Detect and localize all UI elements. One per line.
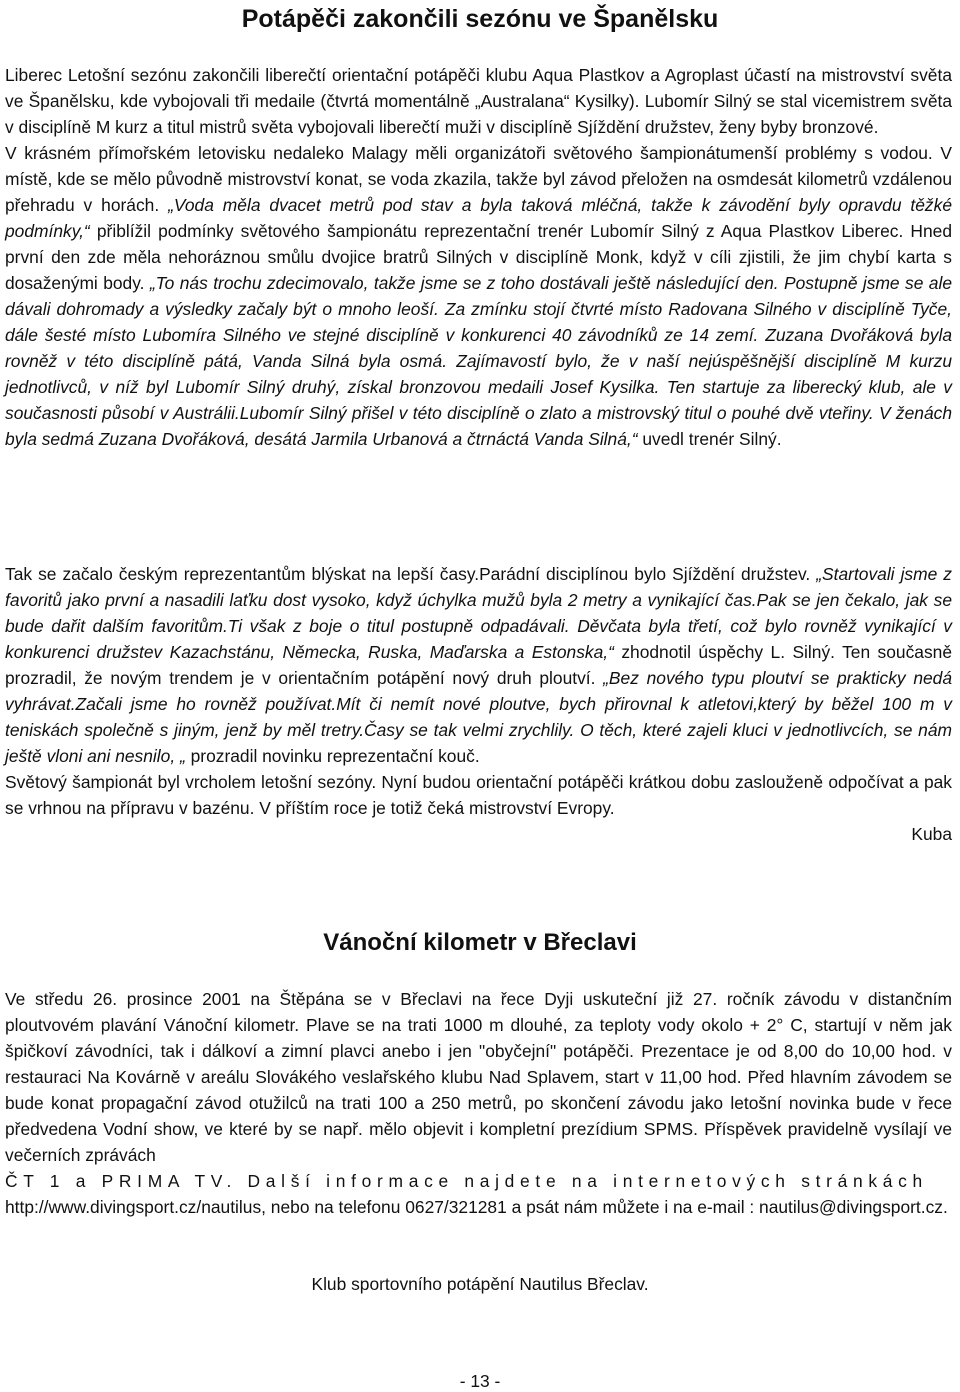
article-body <box>5 62 952 452</box>
text-run: ČT 1 a PRIMA TV. Další informace najdete na internetových stránkách <box>5 1171 928 1191</box>
text-run: Ve středu 26. prosince 2001 na Štěpána se v Břeclavi na řece Dyji uskuteční již 27. ročník závodu v distančním ploutvovém plavání Vánoční kilometr. Plave se na trati 1000 m dlouhé, za teploty vody okolo + 2° C, startují v něm jak špičkoví závodníci, tak i dálkoví a zimní plavci anebo i jen "obyčejní" potápěči. Prezentace je od 8,00 do 10,00 hod. v restauraci Na Kovárně v areálu Slovákého veslařského klubu Nad Splavem, start v 11,00 hod. Před hlavním závodem se bude konat propagační závod otužilců na trati 100 a 250 metrů, po skončení závodu jako letošní novinka bude v řece předvedena Vodní show, ve které by se např. mělo objevit i kompletní prezídium SPMS. Příspěvek pravidelně vysílají ve večerních zprávách <box>5 989 952 1165</box>
article-title: Vánoční kilometr v Břeclavi <box>323 929 637 956</box>
article-body <box>5 986 952 1220</box>
club-signature: Klub sportovního potápění Nautilus Břeclav. <box>311 1274 649 1294</box>
text-run: zhodnotil úspěchy L. Silný. Ten současně prozradil, že novým trendem je v orientačním potápění nový druh ploutví. <box>5 642 952 688</box>
article-body-continued <box>5 561 952 847</box>
paragraph <box>5 561 952 769</box>
author-signature: Kuba <box>911 824 952 844</box>
text-run: Tak se začalo českým reprezentantům blýskat na lepší časy.Parádní disciplínou bylo Sjíždění družstev. <box>5 564 817 584</box>
page-number: - 13 - <box>459 1371 501 1391</box>
quote-text: „Voda měla dvacet metrů pod stav a byla taková mléčná, takže k závodění byly opravdu těžké podmínky,“ <box>5 195 952 241</box>
paragraph <box>5 986 952 1220</box>
text-run: http://www.divingsport.cz/nautilus, nebo na telefonu 0627/321281 a psát nám můžete i na e-mail : nautilus@divingsport.cz. <box>5 1197 948 1217</box>
paragraph: Světový šampionát byl vrcholem letošní sezóny. Nyní budou orientační potápěči krátkou dobu zaslouženě odpočívat a pak se vrhnou na přípravu v bazénu. V příštím roce je totiž čeká mistrovství Evropy. <box>5 772 952 818</box>
quote-text: „Startovali jsme z favoritů jako první a nasadili laťku dost vysoko, když úchylka mužů byla 2 metry a vynikající čas.Pak se jen čekalo, jak se bude dařit dalším favoritům.Ti však z boje o titul postupně odpadávali. Děvčata byla třetí, což bylo rovněž vynikající v konkurenci družstev Kazachstánu, Německa, Ruska, Maďarska a Estonska,“ <box>5 564 952 662</box>
text-run: V krásném přímořském letovisku nedaleko Malagy měli organizátoři světového šampionátumenší problémy s vodou. V místě, kde se mělo původně mistrovství konat, se voda zkazila, takže byl závod přeložen na osmdesát kilometrů vzdálenou přehradu v horách. <box>5 143 952 215</box>
text-run: uvedl trenér Silný. <box>637 429 782 449</box>
quote-text: „Bez nového typu ploutví se prakticky nedá vyhrávat.Začali jsme ho rovněž používat.Mít či nemít nové ploutve, bych přirovnal k atletovi,který by běžel 100 m v teniskách společně s jiným, jenž by měl tretry.Časy se tak velmi zrychlily. O těch, které zajeli kluci v jednotlivcích, se nám ještě vloni ani nesnilo, „ <box>5 668 953 766</box>
text-run: přiblížil podmínky světového šampionátu reprezentační trenér Lubomír Silný z Aqua Plastkov Liberec. Hned první den zde měla nehoráznou smůlu dvojice bratrů Silných v disciplíně Monk, když v cíli zjistili, že jim chybí karta s dosaženými body. <box>5 221 952 293</box>
text-run: Liberec Letošní sezónu zakončili liberečtí orientační potápěči klubu Aqua Plastkov a Agroplast účastí na mistrovství světa ve Španělsku, kde vybojovali tři medaile (čtvrtá momentálně „Australana“ Kysilky). Lubomír Silný se stal vicemistrem světa v disciplíně M kurz a titul mistrů světa vybojovali liberečtí muži v disciplíně Sjíždění družstev, ženy byby bronzové. <box>5 65 952 137</box>
article-title: Potápěči zakončili sezónu ve Španělsku <box>241 5 719 33</box>
paragraph <box>5 62 952 452</box>
quote-text: „To nás trochu zdecimovalo, takže jsme se z toho dostávali ještě následující den. Postupně jsme se ale dávali dohromady a výsledky začaly být o mnoho leoší. Za zmínku stojí čtvrté místo Radovana Silného v disciplíně Tyče, dále šesté místo Lubomíra Silného ve stejné disciplíně v konkurenci 40 závodníků ze 14 zemí. Zuzana Dvořáková byla rovněž v této disciplíně pátá, Vanda Silná byla osmá. Zajímavostí bylo, že v naší nejúspěšnější disciplíně M kurzu jednotlivců, v níž byl Lubomír Silný druhý, získal bronzovou medaili Josef Kysilka. Ten startuje za liberecký klub, ale v současnosti působí v Austrálii.Lubomír Silný přišel v této disciplíně o zlato a mistrovský titul o pouhé dvě vteřiny. V ženách byla sedmá Zuzana Dvořáková, desátá Jarmila Urbanová a čtrnáctá Vanda Silná,“ <box>5 273 952 449</box>
text-run: prozradil novinku reprezentační kouč. <box>185 746 480 766</box>
